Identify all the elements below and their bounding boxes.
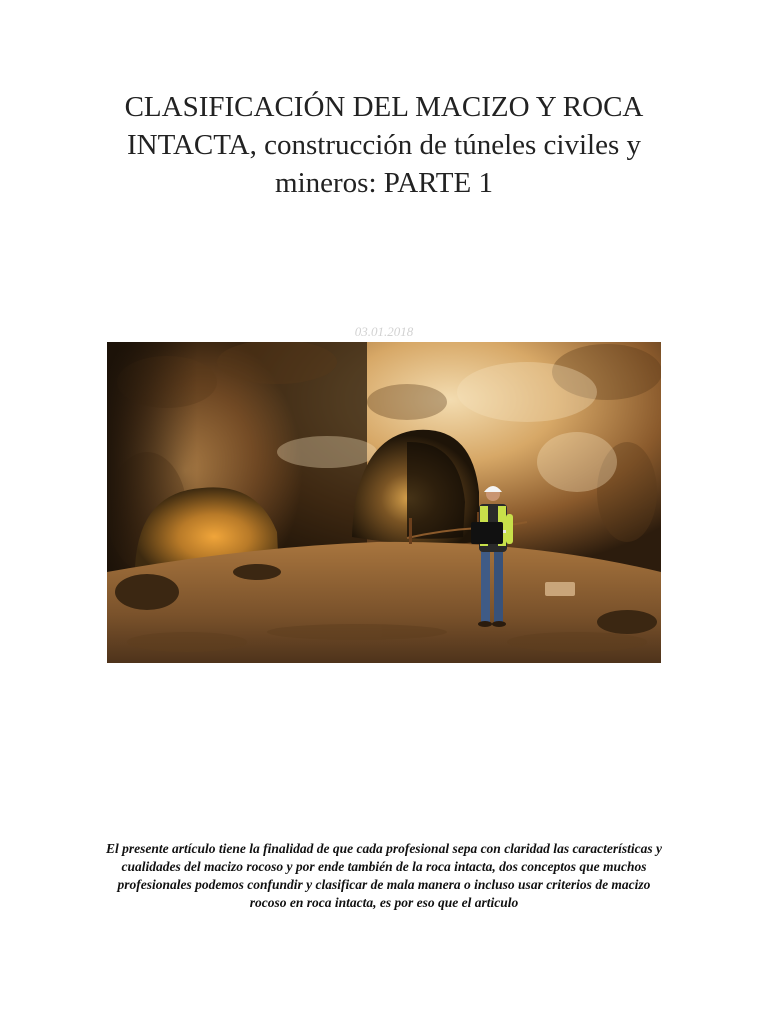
cave-tunnel-illustration	[107, 342, 661, 663]
article-intro: El presente artículo tiene la finalidad de que cada profesional sepa con claridad las características y cualidades del macizo rocoso y por ende también de la roca intacta, dos conceptos que muchos profesionales podemos confundir y clasificar de mala manera o incluso usar criterios de macizo rocoso en roca intacta, es por eso que el articulo	[105, 841, 663, 910]
article-title: CLASIFICACIÓN DEL MACIZO Y ROCA INTACTA, construcción de túneles civiles y mineros: PARTE 1	[124, 91, 644, 199]
equipment-case	[545, 582, 575, 596]
article-date: 03.01.2018	[354, 324, 414, 339]
cave-tunnel-photo	[107, 342, 661, 663]
